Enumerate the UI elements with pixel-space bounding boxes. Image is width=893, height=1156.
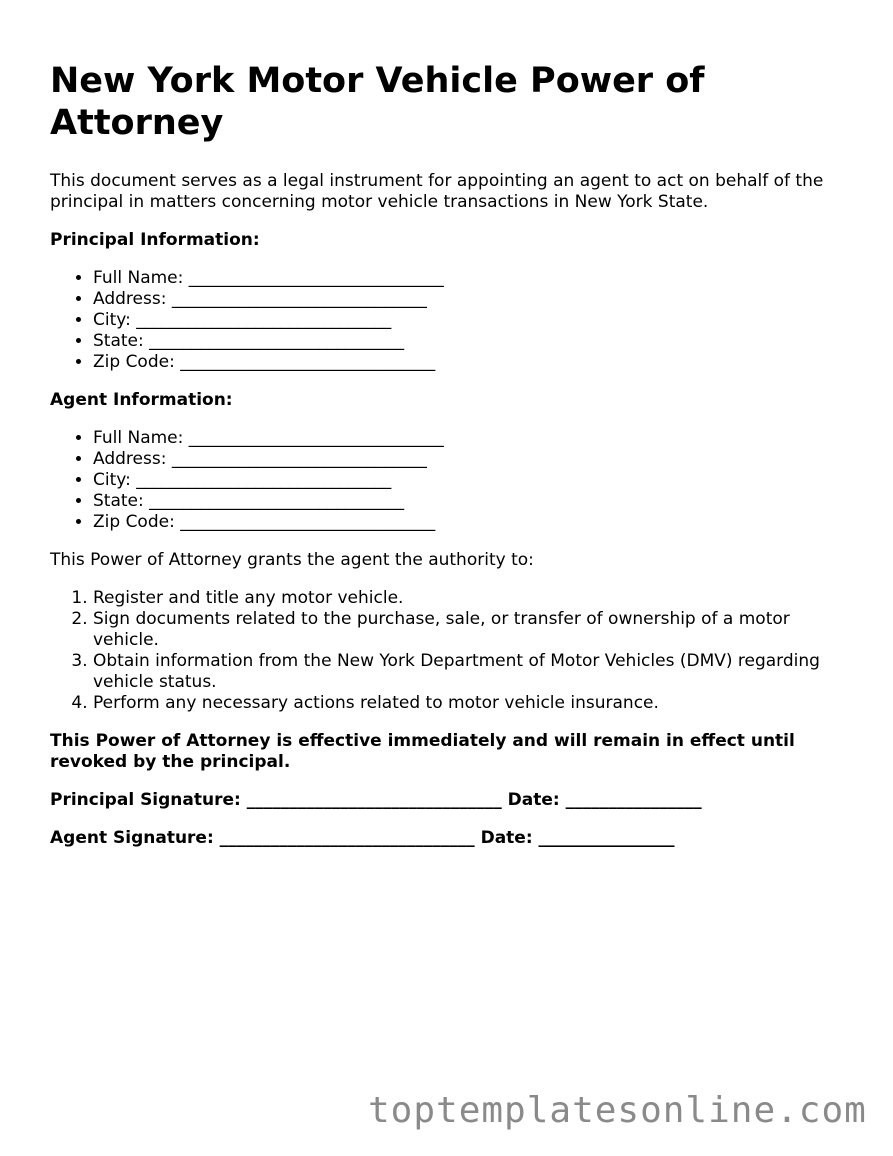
- principal-signature-line: Principal Signature: ______________________________ Date: ________________: [50, 790, 702, 810]
- document-page: [50, 60, 850, 866]
- agent-full-name-field: • Full Name: ______________________________: [93, 428, 850, 449]
- agent-zip-code-field: • Zip Code: ______________________________: [93, 512, 850, 533]
- watermark: toptemplatesonline.com: [368, 1090, 867, 1131]
- document-title: New York Motor Vehicle Power of Attorney: [50, 61, 705, 143]
- grant-intro: This Power of Attorney grants the agent the authority to:: [50, 550, 534, 570]
- power-item: 4. Perform any necessary actions related to motor vehicle insurance.: [93, 693, 850, 714]
- powers-list: [50, 588, 850, 714]
- principal-city-field: • City: ______________________________: [93, 310, 850, 331]
- principal-state-field: • State: ______________________________: [93, 331, 850, 352]
- power-item: 2. Sign documents related to the purchase, sale, or transfer of ownership of a motor vehicle.: [93, 609, 850, 651]
- agent-city-field: • City: ______________________________: [93, 470, 850, 491]
- power-item: 1. Register and title any motor vehicle.: [93, 588, 850, 609]
- agent-address-field: • Address: ______________________________: [93, 449, 850, 470]
- agent-signature-line: Agent Signature: ______________________________ Date: ________________: [50, 828, 675, 848]
- principal-address-field: • Address: ______________________________: [93, 289, 850, 310]
- power-item: 3. Obtain information from the New York Department of Motor Vehicles (DMV) regarding vehicle status.: [93, 651, 850, 693]
- principal-full-name-field: • Full Name: ______________________________: [93, 268, 850, 289]
- effective-statement: This Power of Attorney is effective immediately and will remain in effect until revoked by the principal.: [50, 731, 795, 772]
- intro-paragraph: This document serves as a legal instrument for appointing an agent to act on behalf of the principal in matters concerning motor vehicle transactions in New York State.: [50, 171, 824, 212]
- agent-fields-list: [50, 428, 850, 533]
- agent-heading: Agent Information:: [50, 390, 233, 410]
- principal-fields-list: [50, 268, 850, 373]
- principal-zip-code-field: • Zip Code: ______________________________: [93, 352, 850, 373]
- principal-heading: Principal Information:: [50, 230, 260, 250]
- agent-state-field: • State: ______________________________: [93, 491, 850, 512]
